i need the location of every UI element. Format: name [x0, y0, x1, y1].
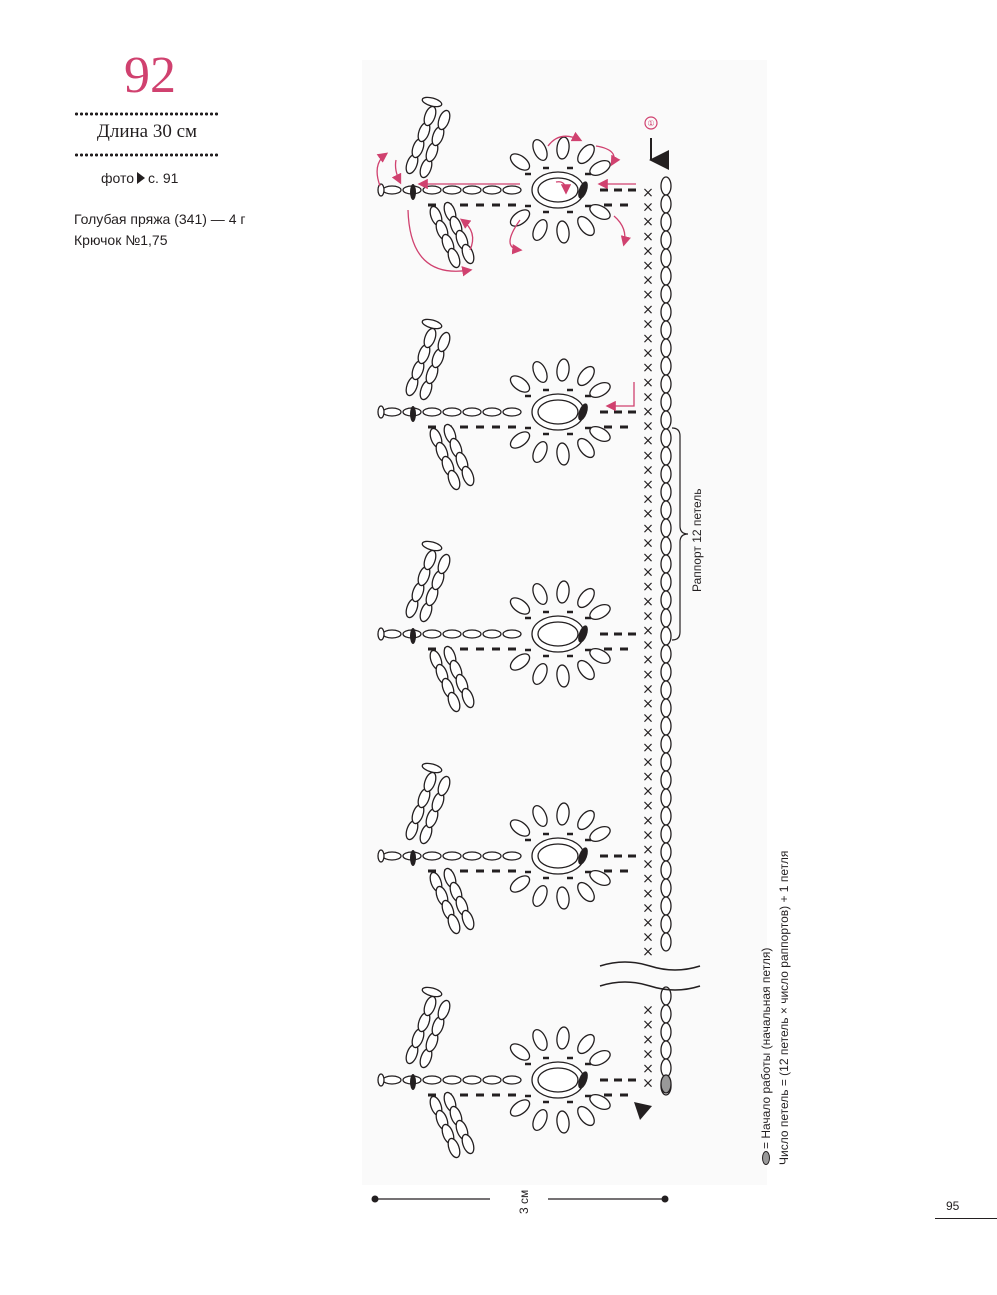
single-crochet-x: ×: [642, 827, 654, 844]
yarn-info: Голубая пряжа (341) — 4 г: [74, 211, 246, 227]
stem-chain: [463, 1076, 481, 1084]
stem-chain: [383, 630, 401, 638]
chain-stitch: [661, 177, 671, 195]
chain-stitch: [661, 771, 671, 789]
single-crochet-x: ×: [642, 564, 654, 581]
pattern-number: 92: [124, 47, 176, 104]
single-crochet-x: ×: [642, 652, 654, 669]
single-crochet-x: ×: [642, 739, 654, 756]
single-crochet-x: ×: [642, 345, 654, 362]
single-crochet-x: ×: [642, 272, 654, 289]
chain-stitch: [661, 393, 671, 411]
single-crochet-x: ×: [642, 681, 654, 698]
chain-stitch: [661, 627, 671, 645]
chain-stitch: [661, 1023, 671, 1041]
stem-chain: [503, 1076, 521, 1084]
chain-stitch: [661, 717, 671, 735]
single-crochet-x: ×: [642, 331, 654, 347]
chain-stitch: [661, 1005, 671, 1023]
stem-chain: [383, 1076, 401, 1084]
chain-stitch: [661, 339, 671, 357]
join-mark: [410, 184, 416, 200]
single-crochet-x: ×: [642, 783, 654, 800]
chain-stitch: [661, 231, 671, 249]
chain-stitch: [661, 609, 671, 627]
stem-chain: [383, 852, 401, 860]
single-crochet-x: ×: [642, 725, 654, 742]
stem-chain: [443, 630, 461, 638]
legend-notes: [757, 851, 793, 1165]
flower-center-inner: [538, 844, 578, 868]
chain-stitch: [661, 807, 671, 825]
stem-end: [378, 628, 384, 640]
single-crochet-x: ×: [642, 1002, 654, 1019]
chain-stitch: [661, 465, 671, 483]
chain-stitch: [661, 825, 671, 843]
chain-stitch: [661, 285, 671, 303]
join-mark: [410, 628, 416, 644]
stem-chain: [483, 408, 501, 416]
single-crochet-x: ×: [642, 520, 654, 537]
single-crochet-x: ×: [642, 447, 654, 464]
join-mark: [410, 850, 416, 866]
chain-stitch: [661, 429, 671, 447]
stem-chain: [463, 408, 481, 416]
single-crochet-x: ×: [642, 360, 654, 377]
chain-stitch: [661, 699, 671, 717]
stem-chain: [423, 1076, 441, 1084]
stem-chain: [503, 186, 521, 194]
page-rule: [935, 1218, 997, 1219]
stem-chain: [503, 630, 521, 638]
single-crochet-x: ×: [642, 1046, 654, 1063]
single-crochet-x: ×: [642, 696, 654, 712]
start-legend-text: = Начало работы (начальная петля): [759, 947, 773, 1149]
stem-chain: [423, 408, 441, 416]
stem-chain: [383, 186, 401, 194]
single-crochet-x: ×: [642, 856, 654, 873]
chain-stitch: [661, 321, 671, 339]
stem-chain: [503, 408, 521, 416]
dimension-dot-left: [372, 1196, 379, 1203]
start-legend-row: [757, 851, 775, 1165]
chain-stitch: [661, 789, 671, 807]
chain-stitch: [661, 861, 671, 879]
single-crochet-x: ×: [642, 1017, 654, 1034]
single-crochet-x: ×: [642, 900, 654, 917]
flower-center-inner: [538, 622, 578, 646]
single-crochet-x: ×: [642, 944, 654, 961]
chain-stitch: [661, 267, 671, 285]
stem-chain: [483, 1076, 501, 1084]
chain-stitch: [661, 249, 671, 267]
chain-stitch: [661, 897, 671, 915]
chain-stitch: [661, 645, 671, 663]
single-crochet-x: ×: [642, 812, 654, 829]
single-crochet-x: ×: [642, 1075, 654, 1092]
single-crochet-x: ×: [642, 491, 654, 508]
single-crochet-x: ×: [642, 389, 654, 406]
stem-chain: [423, 852, 441, 860]
chain-stitch: [661, 213, 671, 231]
single-crochet-x: ×: [642, 666, 654, 683]
single-crochet-x: ×: [642, 637, 654, 654]
single-crochet-x: ×: [642, 287, 654, 304]
chain-stitch: [661, 663, 671, 681]
chain-stitch: [661, 501, 671, 519]
single-crochet-x: ×: [642, 1061, 654, 1077]
stem-chain: [423, 186, 441, 194]
single-crochet-x: ×: [642, 228, 654, 245]
chain-stitch: [661, 1059, 671, 1077]
stem-chain: [443, 852, 461, 860]
single-crochet-x: ×: [642, 462, 654, 479]
single-crochet-x: ×: [642, 885, 654, 902]
single-crochet-x: ×: [642, 593, 654, 610]
single-crochet-x: ×: [642, 754, 654, 771]
chain-stitch: [661, 879, 671, 897]
stem-chain: [463, 852, 481, 860]
flower-center-inner: [538, 400, 578, 424]
single-crochet-x: ×: [642, 214, 654, 231]
single-crochet-x: ×: [642, 623, 654, 639]
single-crochet-x: ×: [642, 798, 654, 815]
stem-chain: [483, 630, 501, 638]
single-crochet-x: ×: [642, 506, 654, 523]
pattern-title: Длина 30 см: [96, 121, 198, 142]
single-crochet-x: ×: [642, 418, 654, 435]
chain-stitch: [661, 555, 671, 573]
single-crochet-x: ×: [642, 769, 654, 785]
stem-chain: [423, 630, 441, 638]
start-loop: [661, 1075, 671, 1093]
stem-chain: [503, 852, 521, 860]
chain-stitch: [661, 591, 671, 609]
stitch-count-note: Число петель = (12 петель × число раппортов) + 1 петля: [777, 850, 791, 1165]
flower-center-inner: [538, 1068, 578, 1092]
single-crochet-x: ×: [642, 243, 654, 260]
single-crochet-x: ×: [642, 477, 654, 493]
single-crochet-x: ×: [642, 710, 654, 727]
chain-stitch: [661, 483, 671, 501]
chain-stitch: [661, 573, 671, 591]
chain-stitch: [661, 537, 671, 555]
single-crochet-x: ×: [642, 316, 654, 333]
single-crochet-x: ×: [642, 915, 654, 931]
join-mark: [410, 406, 416, 422]
chain-stitch: [661, 519, 671, 537]
stem-chain: [443, 408, 461, 416]
single-crochet-x: ×: [642, 301, 654, 318]
stem-chain: [483, 186, 501, 194]
single-crochet-x: ×: [642, 842, 654, 858]
start-loop-icon: [762, 1151, 770, 1165]
stem-end: [378, 850, 384, 862]
chain-stitch: [661, 357, 671, 375]
single-crochet-x: ×: [642, 535, 654, 552]
photo-label: фото: [101, 170, 135, 186]
single-crochet-x: ×: [642, 199, 654, 216]
single-crochet-x: ×: [642, 185, 654, 201]
chain-stitch: [661, 1041, 671, 1059]
chain-stitch: [661, 303, 671, 321]
photo-page: с. 91: [148, 170, 179, 186]
single-crochet-x: ×: [642, 404, 654, 420]
stem-chain: [443, 186, 461, 194]
stem-chain: [443, 1076, 461, 1084]
stem-chain: [463, 186, 481, 194]
stem-end: [378, 406, 384, 418]
chain-stitch: [661, 447, 671, 465]
single-crochet-x: ×: [642, 258, 654, 274]
chain-stitch: [661, 843, 671, 861]
chain-stitch: [661, 195, 671, 213]
stem-chain: [463, 630, 481, 638]
dimension-dot-right: [662, 1196, 669, 1203]
width-label: 3 см: [517, 1189, 531, 1214]
chain-stitch: [661, 915, 671, 933]
chain-stitch: [661, 933, 671, 951]
single-crochet-x: ×: [642, 550, 654, 566]
page-number: 95: [946, 1199, 960, 1213]
stem-end: [378, 1074, 384, 1086]
hook-info: Крючок №1,75: [74, 232, 168, 248]
single-crochet-x: ×: [642, 579, 654, 596]
chain-stitch: [661, 753, 671, 771]
start-marker-text: ①: [647, 119, 655, 128]
chain-stitch: [661, 735, 671, 753]
stem-chain: [383, 408, 401, 416]
repeat-label: Раппорт 12 петель: [690, 488, 704, 592]
chain-stitch: [661, 375, 671, 393]
stem-end: [378, 184, 384, 196]
single-crochet-x: ×: [642, 1031, 654, 1048]
chain-stitch: [661, 411, 671, 429]
chain-stitch: [661, 681, 671, 699]
single-crochet-x: ×: [642, 374, 654, 391]
single-crochet-x: ×: [642, 608, 654, 625]
single-crochet-x: ×: [642, 871, 654, 888]
single-crochet-x: ×: [642, 929, 654, 946]
join-mark: [410, 1074, 416, 1090]
single-crochet-x: ×: [642, 433, 654, 450]
stem-chain: [483, 852, 501, 860]
